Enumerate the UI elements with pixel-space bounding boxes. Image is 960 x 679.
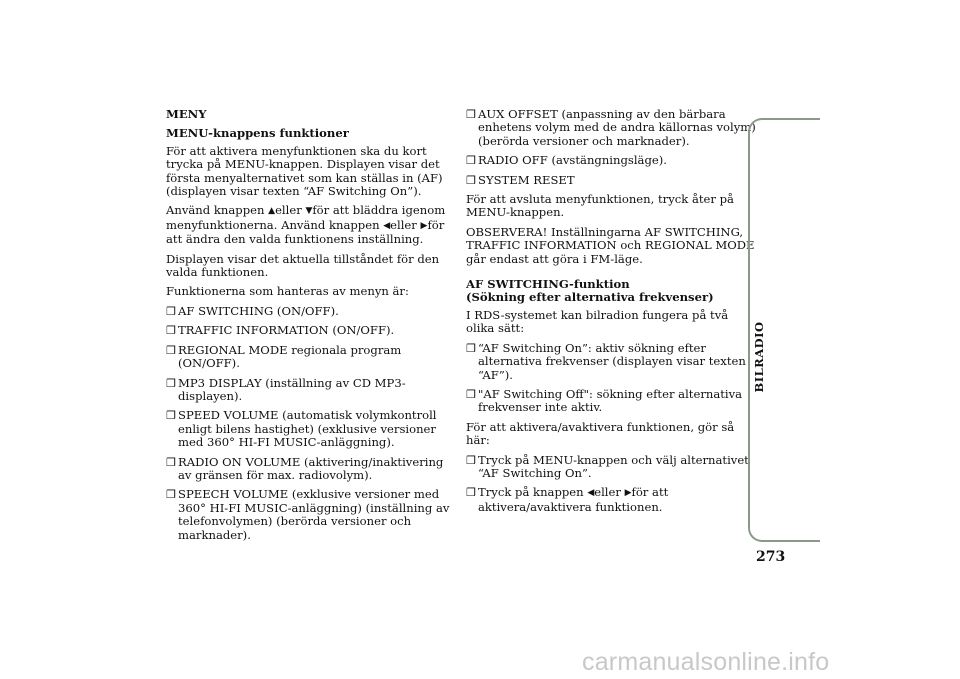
paragraph: För att aktivera menyfunktionen ska du kort trycka på MENU-knappen. Displayen visar det första menyalternativet som kan ställas in (AF) (displayen visar texten “AF Switching On”). — [166, 143, 443, 199]
left-column — [166, 108, 452, 548]
checkbox-bullet-icon: ❒ — [166, 488, 176, 502]
checkbox-bullet-icon: ❒ — [466, 387, 476, 401]
section-tab-label: BILRADIO — [752, 321, 766, 393]
checkbox-bullet-icon: ❒ — [466, 173, 476, 187]
subsection-heading-continued: (Sökning efter alternativa frekvenser) — [466, 290, 714, 305]
list-item: ❒ AUX OFFSET (anpassning av den bärbara enhetens volym med de andra källornas volym) (berörda versioner och marknader). — [466, 107, 756, 148]
paragraph: För att aktivera/avaktivera funktionen, gör så här: — [466, 419, 735, 448]
list-item: ❒ TRAFFIC INFORMATION (ON/OFF). — [166, 323, 395, 338]
note-paragraph: OBSERVERA! Inställningarna AF SWITCHING, TRAFFIC INFORMATION och REGIONAL MODE går endast att göra i FM-läge. — [466, 224, 755, 266]
arrow-left-icon: ◀ — [383, 220, 391, 231]
step-list — [466, 454, 756, 515]
checkbox-bullet-icon: ❒ — [466, 341, 476, 355]
paragraph: Använd knappen ▲eller ▼för att bläddra igenom menyfunktionerna. Använd knappen ◀eller ▶för att ändra den valda funktionens inställning. — [166, 203, 446, 247]
arrow-left-icon: ◀ — [587, 488, 595, 499]
list-item: ❒ "AF Switching Off": sökning efter alternativa frekvenser inte aktiv. — [466, 386, 743, 415]
subsection-heading: MENU-knappens funktioner — [166, 126, 349, 141]
checkbox-bullet-icon: ❒ — [466, 453, 476, 467]
paragraph: Displayen visar det aktuella tillståndet för den valda funktionen. — [166, 251, 440, 280]
list-item: ❒ Tryck på MENU-knappen och välj alternativet “AF Switching On”. — [466, 452, 749, 480]
right-column — [466, 108, 756, 520]
paragraph: Funktionerna som hanteras av menyn är: — [166, 284, 409, 299]
checkbox-bullet-icon: ❒ — [466, 486, 476, 500]
checkbox-bullet-icon: ❒ — [166, 343, 176, 357]
checkbox-bullet-icon: ❒ — [166, 324, 176, 338]
function-list — [166, 305, 452, 542]
list-item: ❒ Tryck på knappen ◀eller ▶för att aktivera/avaktivera funktionen. — [466, 485, 669, 514]
list-item: ❒ SYSTEM RESET — [466, 172, 575, 187]
page-number: 273 — [756, 549, 786, 565]
arrow-down-icon: ▼ — [305, 206, 313, 217]
checkbox-bullet-icon: ❒ — [166, 304, 176, 318]
function-list-continued — [466, 108, 756, 187]
checkbox-bullet-icon: ❒ — [466, 108, 476, 121]
checkbox-bullet-icon: ❒ — [166, 376, 176, 390]
subsection-heading: AF SWITCHING-funktion — [466, 277, 630, 292]
checkbox-bullet-icon: ❒ — [166, 455, 176, 469]
list-item: ❒ AF SWITCHING (ON/OFF). — [166, 303, 339, 318]
checkbox-bullet-icon: ❒ — [466, 154, 476, 168]
arrow-right-icon: ▶ — [420, 220, 428, 231]
mode-list — [466, 342, 756, 415]
arrow-up-icon: ▲ — [268, 206, 276, 217]
list-item: ❒ RADIO ON VOLUME (aktivering/inaktivering av gränsen för max. radiovolym). — [166, 454, 444, 482]
list-item: ❒ RADIO OFF (avstängningsläge). — [466, 153, 667, 168]
list-item: ❒ MP3 DISPLAY (inställning av CD MP3-displayen). — [166, 375, 406, 403]
paragraph: För att avsluta menyfunktionen, tryck åter på MENU-knappen. — [466, 192, 734, 220]
paragraph: I RDS-systemet kan bilradion fungera på två olika sätt: — [466, 307, 729, 336]
watermark: carmanualsonline.info — [582, 648, 830, 676]
section-heading: MENY — [166, 107, 207, 121]
list-item: ❒ “AF Switching On”: aktiv sökning efter alternativa frekvenser (displayen visar texten “AF”). — [466, 340, 746, 382]
checkbox-bullet-icon: ❒ — [166, 409, 176, 423]
list-item: ❒ REGIONAL MODE regionala program (ON/OFF). — [166, 342, 402, 371]
list-item: ❒ SPEECH VOLUME (exklusive versioner med 360° HI-FI MUSIC-anläggning) (inställning av telefonvolymen) (berörda versioner och marknader). — [166, 487, 450, 542]
list-item: ❒ SPEED VOLUME (automatisk volymkontroll enligt bilens hastighet) (exklusive versioner med 360° HI-FI MUSIC-anläggning). — [166, 408, 437, 450]
arrow-right-icon: ▶ — [624, 488, 632, 499]
